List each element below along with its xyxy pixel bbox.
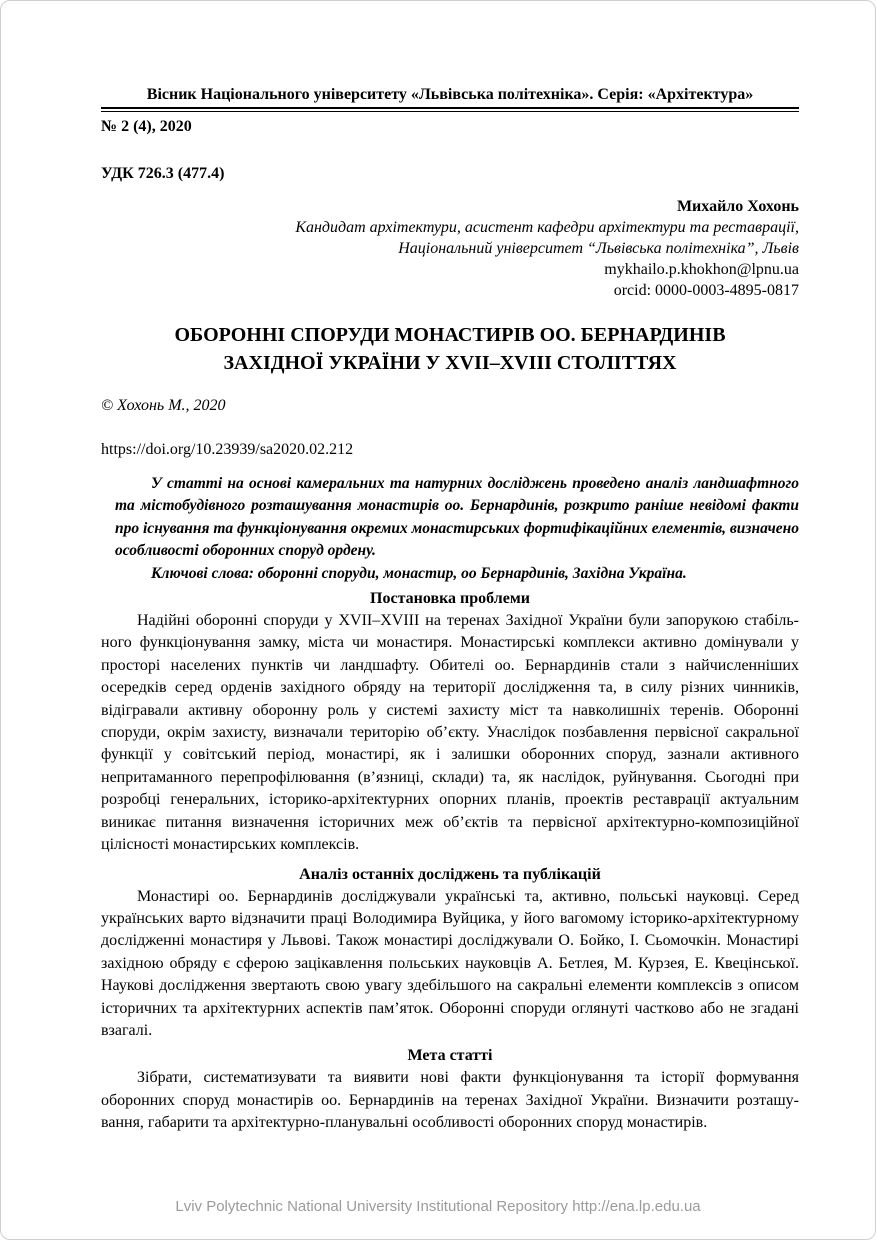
section-problem-statement: [101, 587, 799, 856]
text-line: відігравали активну оборонну роль у системі захисту міст та навколишніх теренів. Оборонні: [101, 701, 799, 719]
text-line: Монастирі оо. Бернардинів досліджували українські та, активно, польські науковці. Серед: [137, 887, 799, 905]
text-line: та містобудівного розташування монастирів оо. Бернардинів, розкрито раніше невідомі факти: [115, 497, 799, 515]
text-line: Надійні оборонні споруди у XVII–XVIII на теренах Західної України були запорукою стабіль-: [137, 612, 799, 630]
issue-number: № 2 (4), 2020: [101, 118, 192, 135]
text-line: дослідженні монастиря у Львові. Також монастирі досліджували О. Бойко, І. Сьомочкін. Монастирі: [101, 932, 799, 950]
text-line: виникає питання визначення історичних меж об’єктів та первісної архітектурно-композиційної: [101, 813, 799, 831]
article-title-line2: ЗАХІДНОЇ УКРАЇНИ У XVII–XVIII СТОЛІТТЯХ: [223, 352, 677, 374]
text-line: просторі населених пунктів чи ландшафту. Обителі оо. Бернардинів стали з найчисленніших: [101, 656, 799, 674]
section-paragraph: [101, 886, 799, 1043]
author-email: mykhailo.p.khokhon@lpnu.ua: [604, 261, 799, 278]
section-recent-research: [101, 863, 799, 1043]
journal-header: Вісник Національного університету «Львівська політехніка». Серія: «Архітектура»: [146, 86, 754, 103]
text-line: Зібрати, систематизувати та виявити нові факти функціонування та історії формування: [137, 1069, 799, 1087]
section-paragraph: [101, 1067, 799, 1134]
text-line: споруди, окрім захисту, визначали територію об’єкту. Унаслідок позбавлення первісної сакральної: [101, 724, 799, 742]
text-line: взагалі.: [101, 1021, 153, 1039]
section-heading: Аналіз останніх досліджень та публікацій: [299, 865, 601, 883]
text-line: У статті на основі камеральних та натурних досліджень проведено аналіз ландшафтного: [151, 475, 799, 492]
text-line: оборонних споруд монастирів оо. Бернардинів на теренах Західної України. Визначити розташу-: [101, 1091, 799, 1109]
section-article-aim: [101, 1044, 799, 1134]
author-affiliation: Національний університет “Львівська політехніка”, Львів: [398, 240, 799, 257]
copyright-line: © Хохонь М., 2020: [101, 397, 226, 414]
text-line: особливості оборонних споруд ордену.: [115, 542, 376, 560]
text-line: цілісності монастирських комплексів.: [101, 836, 360, 854]
text-line: функції у совітський період, монастирі, як і залишки оборонних споруд, зазнали активного: [101, 746, 799, 764]
section-heading: Постановка проблеми: [370, 590, 530, 608]
keywords-line: Ключові слова: оборонні споруди, монастир, оо Бернардинів, Західна Україна.: [151, 564, 687, 582]
author-position: Кандидат архітектури, асистент кафедри архітектури та реставрації,: [295, 219, 799, 236]
udc-code: УДК 726.3 (477.4): [101, 165, 225, 182]
text-line: вання, габарити та архітектурно-планувальні особливості оборонних споруд монастирів.: [101, 1114, 708, 1132]
section-heading: Мета статті: [407, 1047, 493, 1065]
text-line: розробці генеральних, історико-архітектурних опорних планів, проектів реставрації актуальним: [101, 791, 799, 809]
repository-footer: Lviv Polytechnic National University Institutional Repository http://ena.lp.edu.ua: [175, 1198, 701, 1215]
section-paragraph: [101, 610, 799, 856]
header-rule: [101, 107, 799, 112]
author-orcid: orcid: 0000-0003-4895-0817: [613, 282, 799, 299]
text-line: історичних та архітектурних аспектів пам’яток. Оборонні споруди оглянуті частково або не згадані: [101, 999, 799, 1017]
text-line: про існування та функціонування окремих монастирських фортифікаційних елементів, визначено: [115, 519, 799, 537]
text-line: українських варто відзначити праці Володимира Вуйцика, у його вагомому історико-архітектурному: [101, 909, 799, 927]
text-line: західною обряду є сферою зацікавлення польських науковців А. Бетлея, М. Курзея, Е. Квецінської.: [101, 954, 799, 972]
text-line: непритаманного перепрофілювання (в’язниці, склади) та, як наслідок, руйнування. Сьогодні при: [101, 768, 799, 786]
abstract-lines: [115, 473, 799, 563]
author-name: Михайло Хохонь: [676, 198, 799, 215]
text-line: осередків серед орденів західного обряду на території дослідження та, в силу різних чинників,: [101, 679, 799, 697]
doi-line: https://doi.org/10.23939/sa2020.02.212: [101, 441, 354, 458]
text-line: Наукові дослідження звертають свою увагу здебільшого на сакральні елементи комплексів з описом: [101, 977, 799, 995]
article-title-line1: ОБОРОННІ СПОРУДИ МОНАСТИРІВ ОО. БЕРНАРДИНІВ: [174, 324, 726, 346]
abstract-block: [115, 473, 799, 585]
text-line: ного функціонування замку, міста чи монастиря. Монастирські комплекси активно домінували у: [101, 634, 799, 652]
article-title: [101, 321, 799, 377]
author-block: [101, 196, 799, 301]
